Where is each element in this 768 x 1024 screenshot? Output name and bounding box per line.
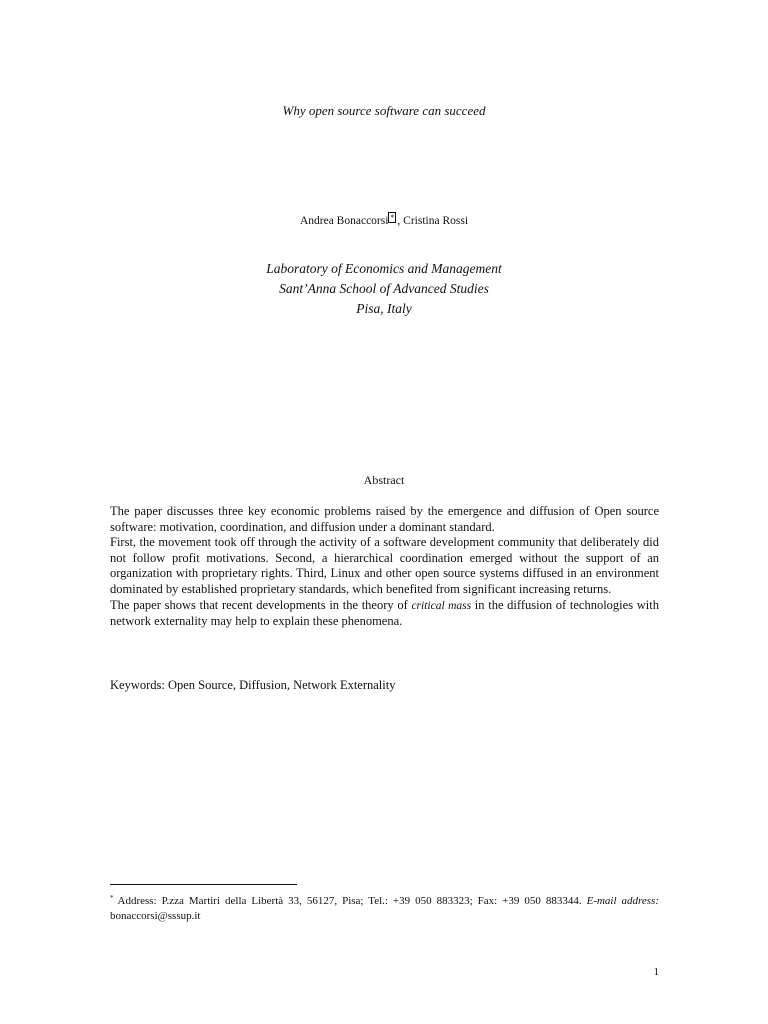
authors-line (0, 212, 768, 227)
footnote-rule (110, 884, 297, 885)
footnote-email[interactable]: bonaccorsi@sssup.it (110, 910, 201, 922)
paper-title: Why open source software can succeed (282, 103, 486, 118)
affiliation-line-1: Laboratory of Economics and Management (266, 261, 502, 276)
abstract-paragraph-3-end: in the diffusion of technologies with network externality may help to explain these phenomena. (110, 597, 659, 629)
keywords: Keywords: Open Source, Diffusion, Network Externality (110, 678, 396, 692)
abstract-paragraph-3-start: The paper shows that recent developments in the theory of (110, 597, 412, 612)
author-1: Andrea Bonaccorsi (299, 215, 389, 227)
abstract-heading: Abstract (363, 473, 405, 487)
affiliation-line-2: Sant’Anna School of Advanced Studies (279, 281, 489, 296)
footnote-address: Address: P.zza Martiri della Libertà 33, 56127, Pisa; Tel.: +39 050 883323; Fax: +39 050 883344. (117, 895, 587, 907)
abstract-paragraph-1: The paper discusses three key economic problems raised by the emergence and diffusion of Open source software: motivation, coordination, and diffusion under a dominant standard. (110, 504, 659, 534)
author-2: Cristina Rossi (403, 215, 469, 227)
footnote (110, 891, 659, 924)
footnote-marker: * (110, 894, 114, 902)
affiliation-line-3: Pisa, Italy (356, 301, 412, 316)
critical-mass-emphasis: critical mass (411, 599, 472, 612)
abstract-paragraph-2: First, the movement took off through the activity of a software development community that deliberately did not follow profit motivations. Second, a hierarchical coordination emerged without the support of an organization with proprietary rights. Third, Linux and other open source systems diffused in an environment dominated by established proprietary standards, which benefited from significant increasing returns. (110, 535, 659, 596)
affiliation (0, 259, 768, 319)
abstract-body (110, 504, 659, 630)
author-footnote-marker[interactable]: * (390, 213, 395, 222)
abstract-paragraph-3 (110, 598, 659, 630)
footnote-email-label: E-mail address: (586, 895, 659, 907)
page-number: 1 (653, 966, 659, 978)
author-separator: , (397, 215, 401, 227)
